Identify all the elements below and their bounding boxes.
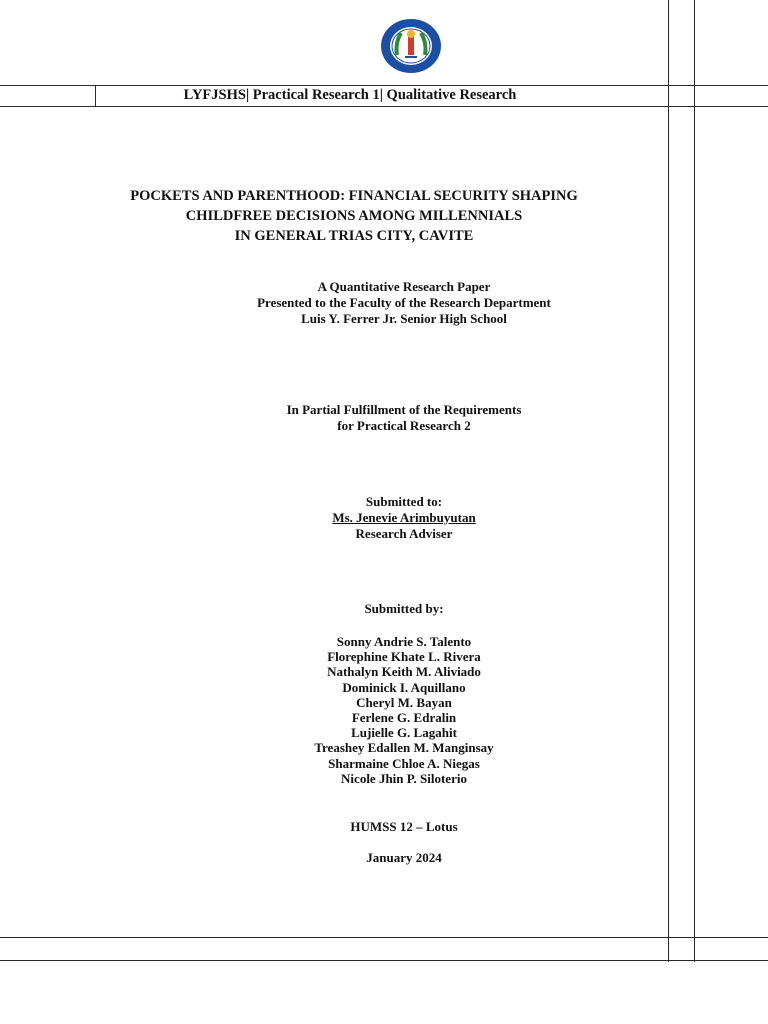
author-name: Lujielle G. Lagahit: [351, 725, 457, 741]
author-name: Treashey Edallen M. Manginsay: [314, 740, 494, 756]
description-line: Luis Y. Ferrer Jr. Senior High School: [301, 311, 507, 326]
left-margin-rule: [95, 86, 96, 106]
author-name: Cheryl M. Bayan: [356, 694, 452, 710]
author-list: [104, 634, 704, 786]
author-name: Ferlene G. Edralin: [351, 710, 457, 726]
author-name: Florephine Khate L. Rivera: [327, 649, 481, 665]
header-top-rule: [0, 85, 768, 86]
header-bottom-rule: [0, 106, 768, 107]
author-name: Nicole Jhin P. Siloterio: [341, 770, 467, 786]
fulfillment-line: In Partial Fulfillment of the Requirements: [286, 402, 522, 417]
adviser-name: Ms. Jenevie Arimbuyutan: [332, 510, 476, 525]
class-section: HUMSS 12 – Lotus: [350, 819, 458, 834]
submitted-to-section: [104, 494, 704, 542]
school-seal-icon: [379, 17, 443, 75]
description-line: Presented to the Faculty of the Research Department: [257, 295, 551, 310]
author-name: Dominick I. Aquillano: [342, 679, 466, 695]
author-name: Nathalyn Keith M. Aliviado: [327, 664, 481, 680]
fulfillment-line: for Practical Research 2: [337, 418, 471, 433]
running-header: LYFJSHS| Practical Research 1| Qualitative Research: [183, 87, 517, 103]
adviser-role: Research Adviser: [355, 526, 453, 541]
author-name: Sharmaine Chloe A. Niegas: [328, 755, 480, 771]
margin-rule-left: [668, 0, 669, 962]
submission-date: January 2024: [366, 850, 442, 865]
submitted-to-label: Submitted to:: [365, 494, 443, 509]
footer-bottom-rule: [0, 960, 768, 961]
title-line: POCKETS AND PARENTHOOD: FINANCIAL SECURITY SHAPING: [130, 188, 578, 204]
footer-top-rule: [0, 937, 768, 938]
submitted-by-label: Submitted by:: [364, 601, 444, 616]
paper-title: [54, 186, 654, 246]
title-line: IN GENERAL TRIAS CITY, CAVITE: [234, 228, 474, 244]
margin-rule-right: [694, 0, 695, 962]
author-name: Sonny Andrie S. Talento: [336, 634, 472, 649]
description-line: A Quantitative Research Paper: [317, 279, 491, 294]
fulfillment-statement: [104, 402, 704, 434]
title-line: CHILDFREE DECISIONS AMONG MILLENNIALS: [185, 208, 523, 224]
paper-description: [104, 279, 704, 327]
